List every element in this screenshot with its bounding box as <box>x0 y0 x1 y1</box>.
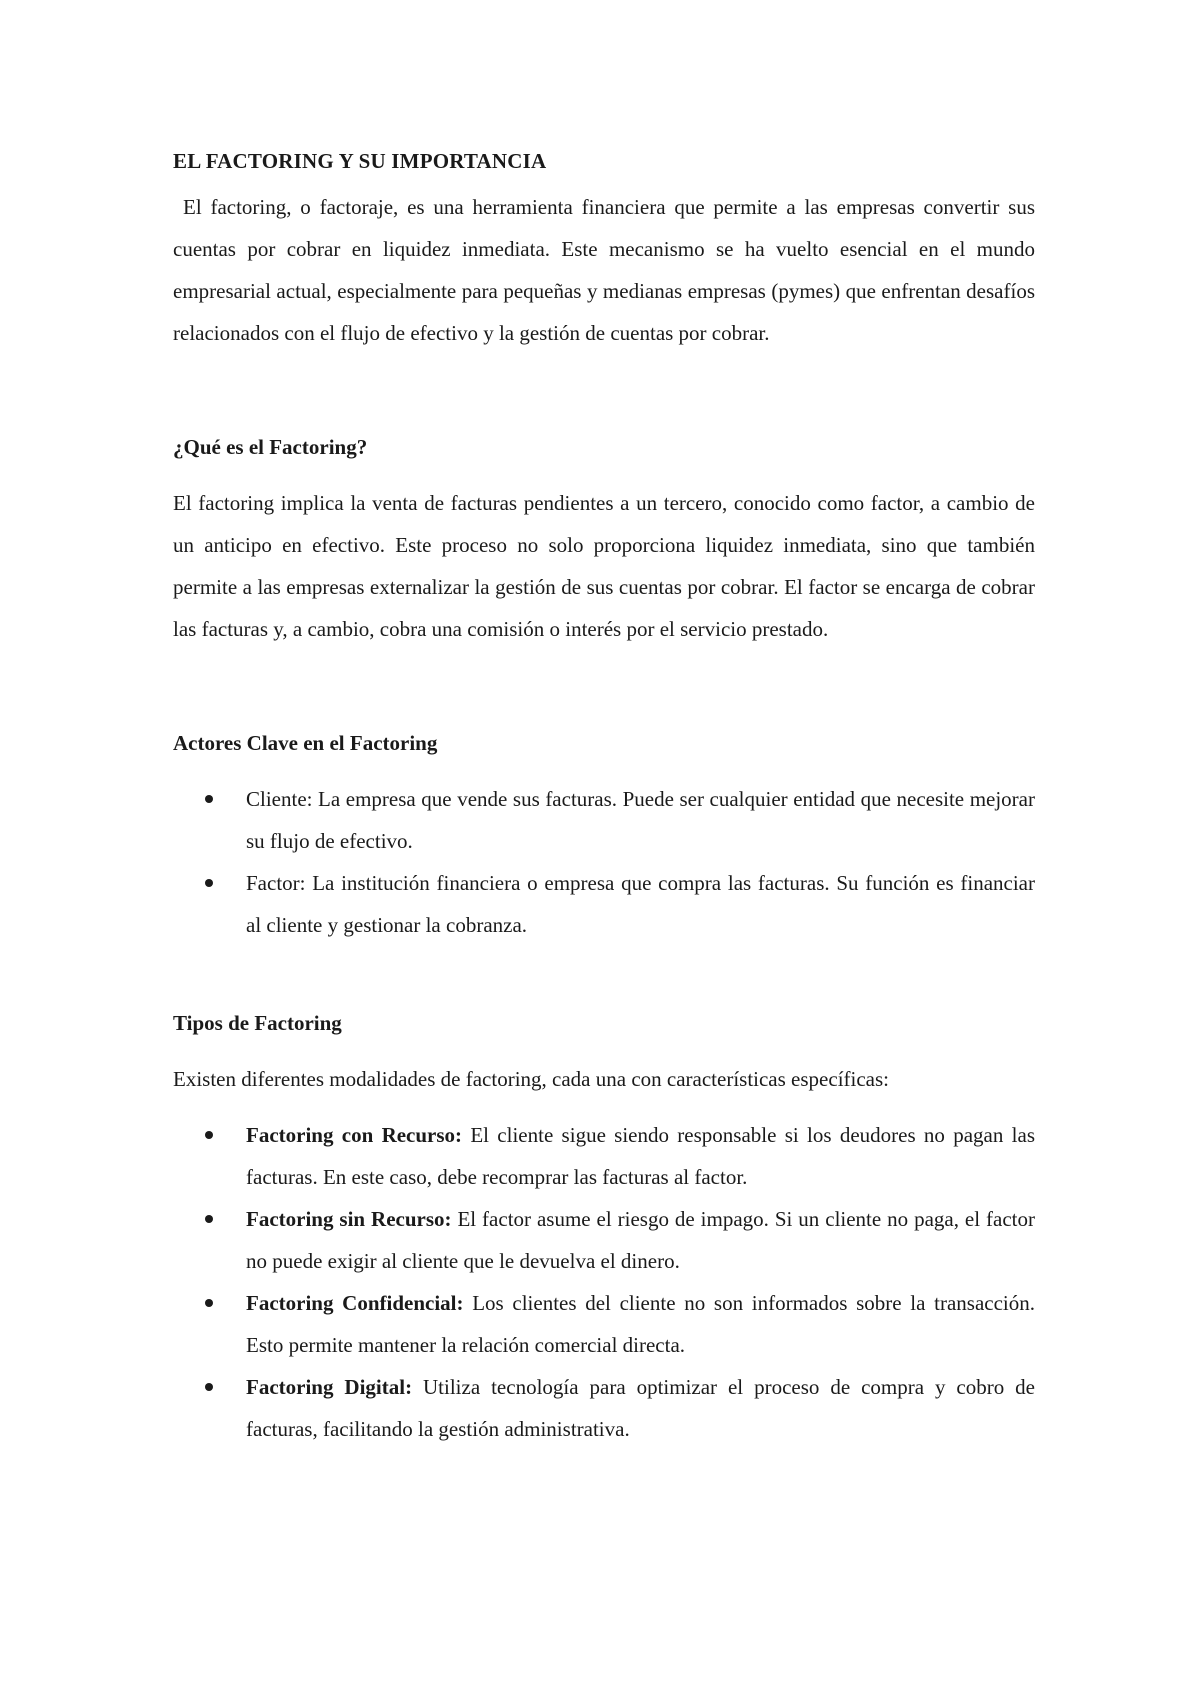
spacer <box>173 354 1035 426</box>
list-item-term: Factoring Confidencial: <box>246 1291 464 1315</box>
tipos-intro: Existen diferentes modalidades de factoring, cada una con características específicas: <box>173 1067 889 1091</box>
bullet-icon <box>205 1215 213 1223</box>
bullet-icon <box>205 1131 213 1139</box>
list-item-text: El cliente sigue siendo responsable si los deudores no pagan las facturas. En este caso, debe recomprar las facturas al factor. <box>246 1123 1035 1189</box>
bullet-icon <box>205 795 213 803</box>
section-paragraph-que-es: El factoring implica la venta de facturas pendientes a un tercero, conocido como factor, a cambio de un anticipo en efectivo. Este proceso no solo proporciona liquidez inmediata, sino que también permite a las empresas externalizar la gestión de sus cuentas por cobrar. El factor se encarga de cobrar las facturas y, a cambio, cobra una comisión o interés por el servicio prestado. <box>173 491 1035 641</box>
actores-list <box>173 778 1035 946</box>
intro-paragraph: El factoring, o factoraje, es una herramienta financiera que permite a las empresas convertir sus cuentas por cobrar en liquidez inmediata. Este mecanismo se ha vuelto esencial en el mundo empresarial actual, especialmente para pequeñas y medianas empresas (pymes) que enfrentan desafíos relacionados con el flujo de efectivo y la gestión de cuentas por cobrar. <box>173 195 1035 345</box>
list-item-term: Factoring con Recurso: <box>246 1123 463 1147</box>
list-item-term: Factoring sin Recurso: <box>246 1207 452 1231</box>
spacer <box>173 946 1035 1002</box>
list-item <box>173 778 1035 862</box>
bullet-icon <box>205 1383 213 1391</box>
list-item <box>173 1282 1035 1366</box>
spacer <box>173 650 1035 722</box>
list-item <box>173 1198 1035 1282</box>
list-item-text: Utiliza tecnología para optimizar el proceso de compra y cobro de facturas, facilitando la gestión administrativa. <box>246 1375 1035 1441</box>
list-item <box>173 1366 1035 1450</box>
list-item-text: Factor: La institución financiera o empresa que compra las facturas. Su función es financiar al cliente y gestionar la cobranza. <box>246 871 1035 937</box>
list-item-text: Los clientes del cliente no son informados sobre la transacción. Esto permite mantener la relación comercial directa. <box>246 1291 1036 1357</box>
tipos-list <box>173 1114 1035 1450</box>
section-heading-actores: Actores Clave en el Factoring <box>173 731 438 755</box>
list-item <box>173 862 1035 946</box>
section-heading-tipos: Tipos de Factoring <box>173 1011 342 1035</box>
bullet-icon <box>205 1299 213 1307</box>
list-item <box>173 1114 1035 1198</box>
bullet-icon <box>205 879 213 887</box>
document-title: EL FACTORING Y SU IMPORTANCIA <box>173 149 547 173</box>
document-page <box>173 140 1035 1450</box>
list-item-text: El factor asume el riesgo de impago. Si un cliente no paga, el factor no puede exigir al cliente que le devuelva el dinero. <box>246 1207 1035 1273</box>
section-heading-que-es: ¿Qué es el Factoring? <box>173 435 368 459</box>
list-item-text: Cliente: La empresa que vende sus facturas. Puede ser cualquier entidad que necesite mejorar su flujo de efectivo. <box>246 787 1035 853</box>
list-item-term: Factoring Digital: <box>246 1375 413 1399</box>
